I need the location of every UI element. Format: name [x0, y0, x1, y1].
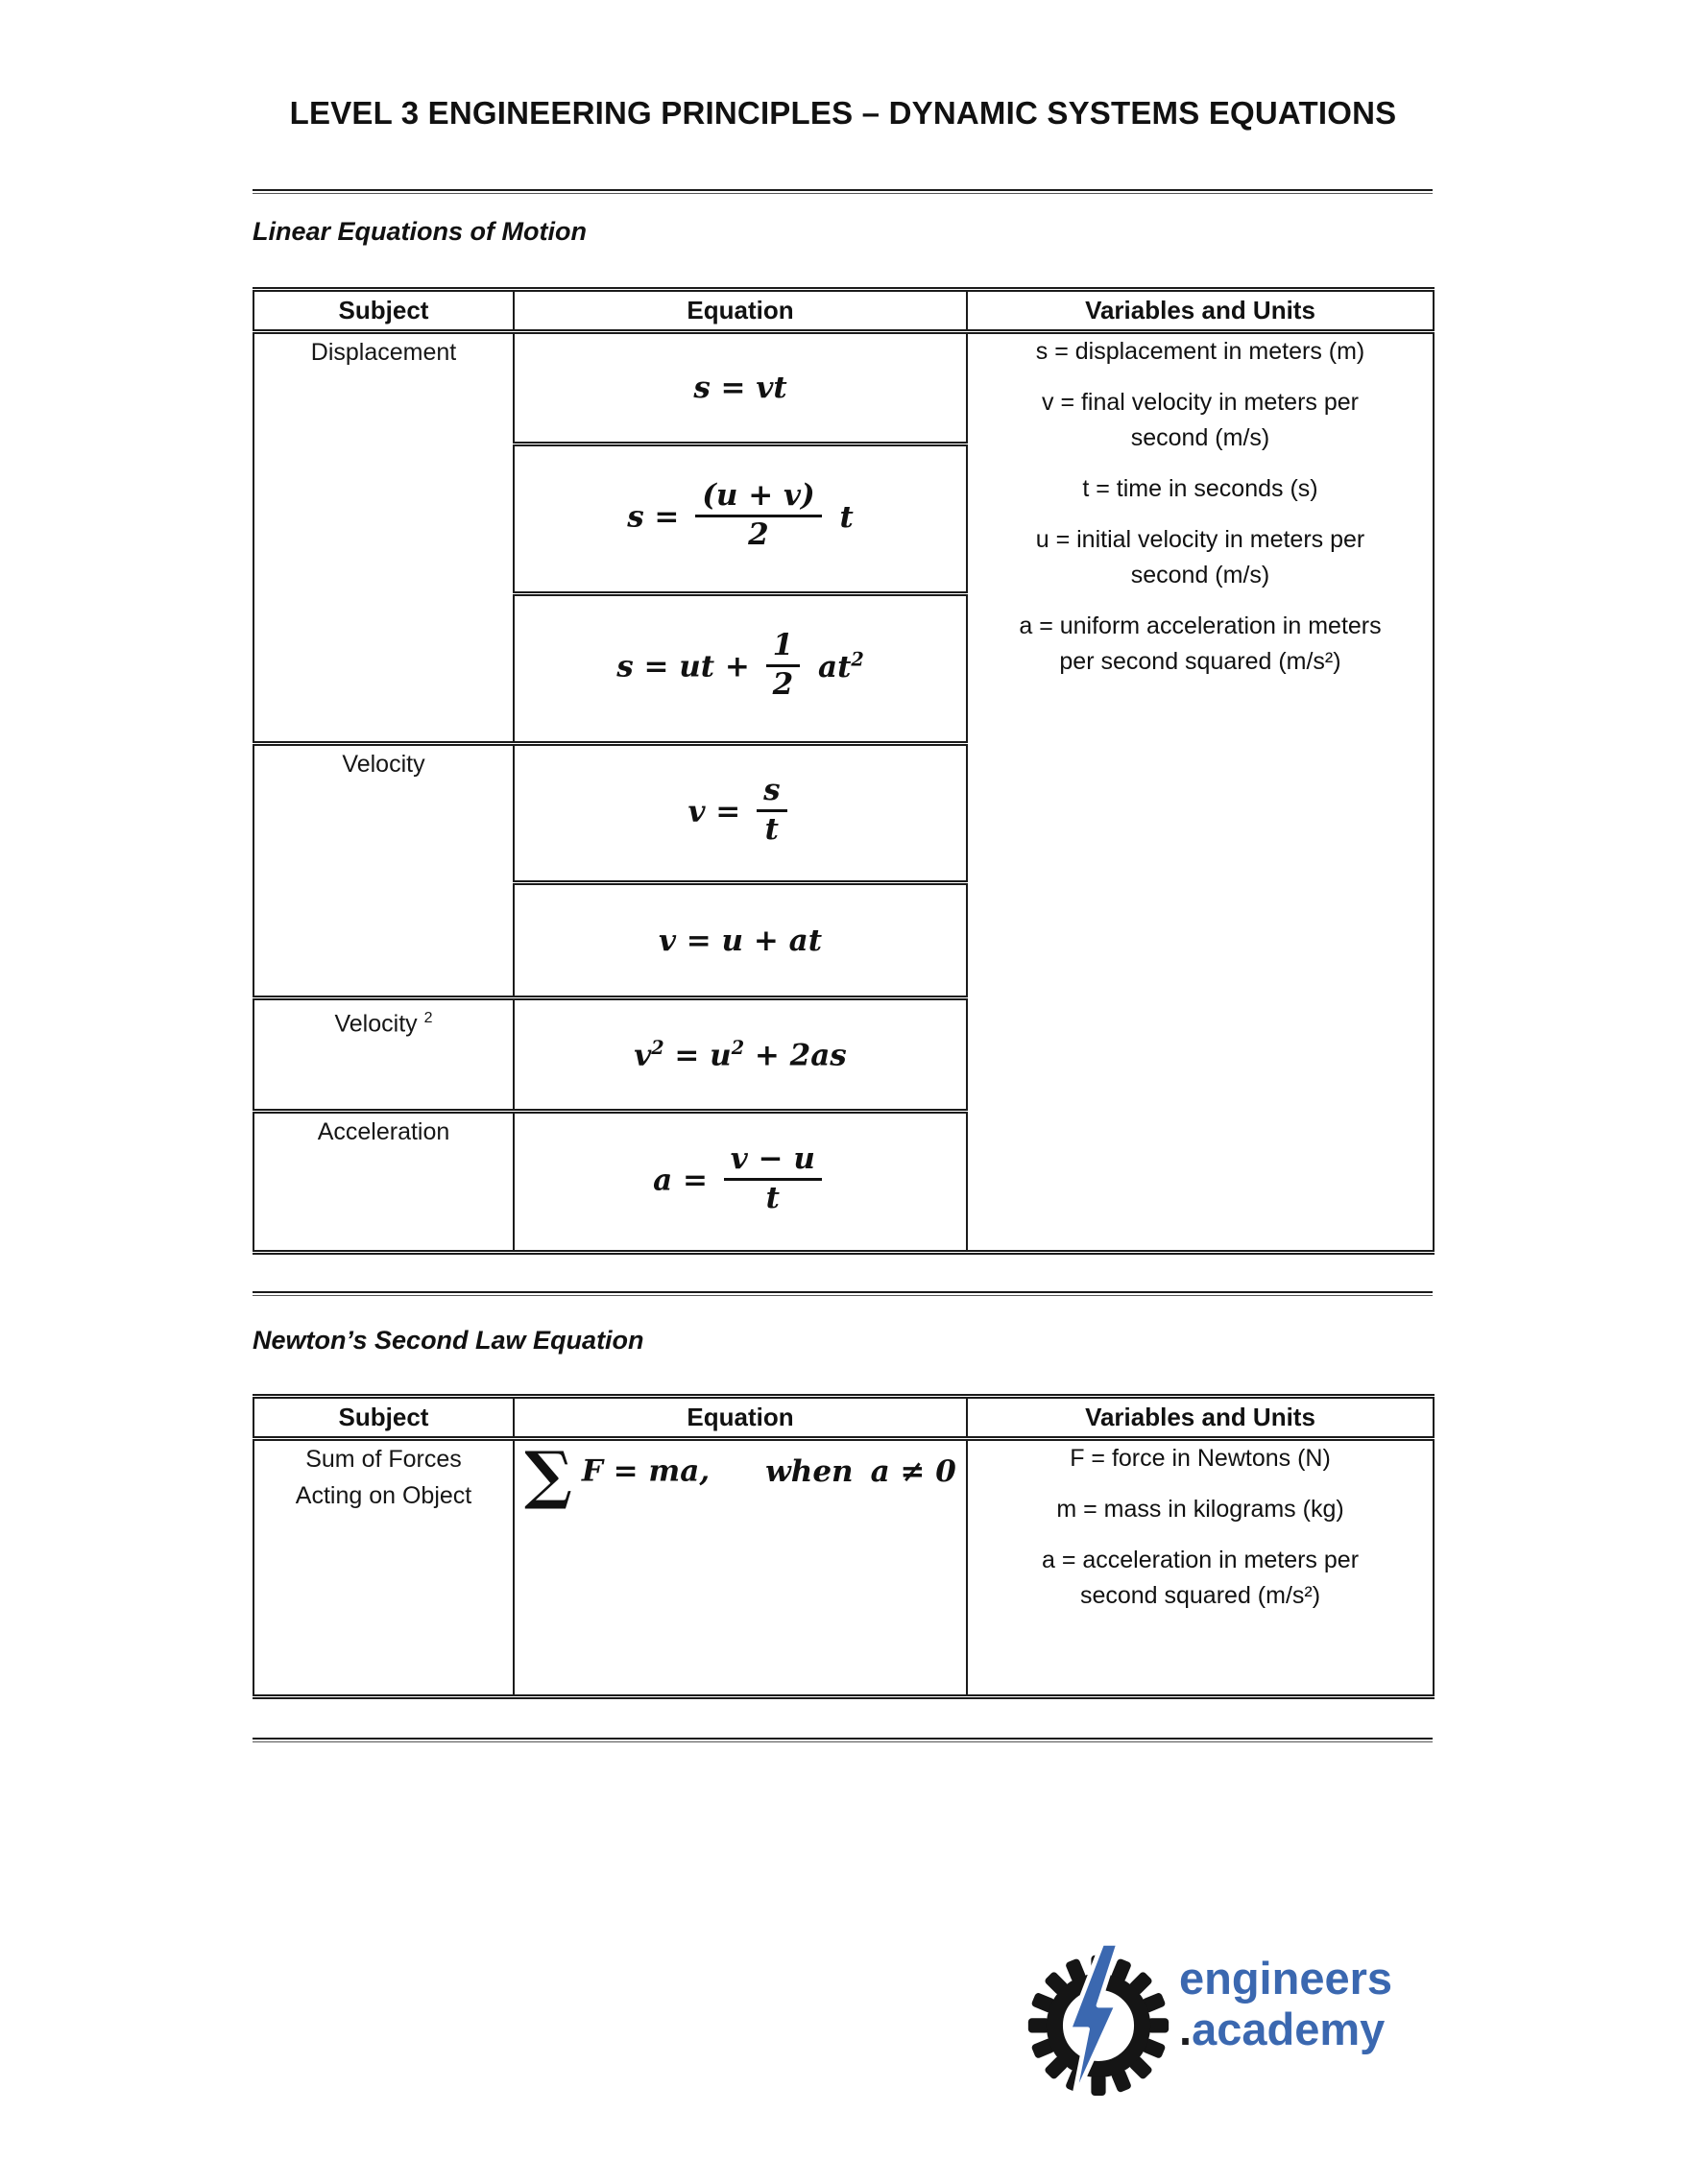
variable-definition-v: v = final velocity in meters per second (m/s) [1042, 389, 1359, 451]
summation-symbol: ∑ [524, 1437, 572, 1512]
variable-definition-F: F = force in Newtons (N) [1070, 1445, 1331, 1472]
newtons-law-table [253, 1394, 1435, 1699]
fraction: $\frac{(u + v)}{2}$ [695, 479, 821, 552]
linear-equations-table [253, 287, 1435, 1255]
document-content [253, 0, 1433, 2184]
equation-displacement-2 [514, 444, 967, 594]
table-row [253, 1439, 1434, 1697]
superscript: 2 [423, 1010, 433, 1026]
equation-velocity-squared [514, 998, 967, 1112]
table-header-row [253, 1397, 1434, 1439]
logo-dot: . [1179, 2004, 1193, 2054]
superscript: 2 [731, 1036, 745, 1059]
subject-displacement [253, 332, 514, 744]
logo-line-academy: .academy [1179, 2004, 1386, 2054]
column-header-variables: Variables and Units [967, 1397, 1434, 1439]
logo-line-engineers: engineers [1179, 1953, 1393, 2004]
section-heading-newtons-law: Newton’s Second Law Equation [253, 1326, 644, 1355]
equation-newtons-second-law [514, 1439, 967, 1697]
equation-text: a = [653, 1163, 708, 1198]
equation-displacement-3 [514, 594, 967, 744]
equation-text: t [839, 500, 854, 535]
column-header-equation: Equation [514, 290, 967, 332]
equation-text: s = [627, 500, 680, 535]
equation-text: s = vt [693, 371, 787, 405]
subject-acceleration [253, 1112, 514, 1253]
fraction: $\frac{1}{2}$ [766, 629, 801, 702]
superscript: 2 [851, 648, 864, 671]
horizontal-divider-middle [253, 1291, 1433, 1296]
equation-displacement-1 [514, 332, 967, 444]
horizontal-divider-top [253, 189, 1433, 194]
table-header-row [253, 290, 1434, 332]
variable-definition-t: t = time in seconds (s) [1082, 475, 1318, 502]
column-header-subject: Subject [253, 290, 514, 332]
gear-lightning-icon [1025, 1937, 1171, 2110]
table-row [253, 332, 1434, 444]
equation-text: v = u + at [658, 923, 823, 958]
variables-and-units-cell [967, 332, 1434, 1253]
fraction: $\frac{v - u}{t}$ [724, 1142, 822, 1215]
horizontal-divider-bottom [253, 1738, 1433, 1742]
column-header-variables: Variables and Units [967, 290, 1434, 332]
equation-text: = u [663, 1038, 732, 1073]
equation-condition-word: when [765, 1453, 854, 1489]
subject-sum-of-forces [253, 1439, 514, 1697]
variable-definition-s: s = displacement in meters (m) [1035, 338, 1365, 365]
equation-text: at [818, 650, 852, 684]
subject-velocity [253, 744, 514, 998]
equation-condition: a ≠ 0 [870, 1453, 956, 1489]
variable-definition-m: m = mass in kilograms (kg) [1056, 1496, 1344, 1523]
column-header-equation: Equation [514, 1397, 967, 1439]
subject-label: Sum of Forces Acting on Object [295, 1446, 472, 1509]
section-heading-linear-motion: Linear Equations of Motion [253, 217, 587, 246]
equation-text: s = ut + [616, 650, 750, 684]
logo-wordmark [1179, 1953, 1392, 2054]
equation-text: F = ma, [581, 1453, 711, 1489]
variable-definition-a: a = acceleration in meters per second squared (m/s²) [1041, 1547, 1360, 1609]
subject-label: Displacement [310, 339, 457, 366]
equation-text: v [634, 1038, 652, 1073]
fraction: $\frac{s}{t}$ [757, 774, 786, 847]
column-header-subject: Subject [253, 1397, 514, 1439]
equation-velocity-2 [514, 883, 967, 998]
engineers-academy-logo [1025, 1937, 1438, 2110]
equation-acceleration [514, 1112, 967, 1253]
page-title: LEVEL 3 ENGINEERING PRINCIPLES – DYNAMIC SYSTEMS EQUATIONS [289, 95, 1397, 131]
variable-definition-u: u = initial velocity in meters per second (m/s) [1035, 526, 1365, 588]
equation-text: v = [687, 794, 741, 829]
superscript: 2 [651, 1036, 664, 1059]
subject-label: Acceleration [317, 1118, 450, 1145]
variable-definition-a: a = uniform acceleration in meters per second squared (m/s²) [1019, 612, 1382, 675]
subject-label: Velocity [342, 751, 425, 778]
equation-velocity-1 [514, 744, 967, 883]
subject-velocity-squared [253, 998, 514, 1112]
subject-label: Velocity [334, 1010, 424, 1038]
variables-and-units-cell [967, 1439, 1434, 1697]
equation-text: + 2as [744, 1038, 847, 1073]
